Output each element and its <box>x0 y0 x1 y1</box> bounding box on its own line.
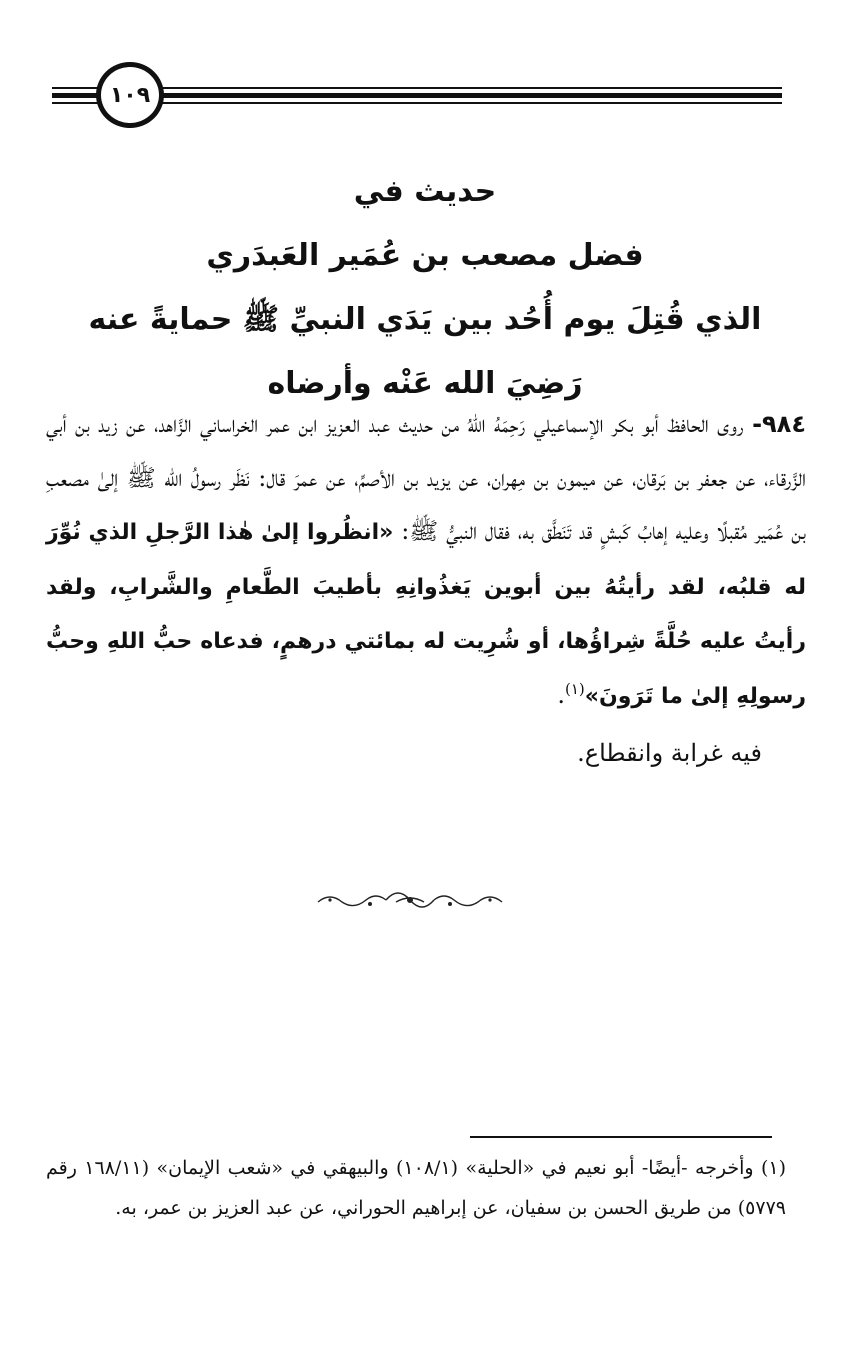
title-line-3: الذي قُتِلَ يوم أُحُد بين يَدَي النبيِّ ﷺ حمايةً عنه <box>88 302 762 337</box>
hadith-body <box>46 398 806 781</box>
footnote-separator <box>470 1136 772 1138</box>
footnote <box>46 1148 786 1228</box>
title-line-1: حديث في <box>353 174 497 209</box>
hadith-comment: فيه غرابة وانقطاع. <box>577 739 762 767</box>
footnote-text: (١) وأخرجه -أيضًا- أبو نعيم في «الحلية» (١٠٨/١) والبيهقي في «شعب الإيمان» (١٦٨/١١ رقم ٥٧٧٩) من طريق الحسن بن سفيان، عن إبراهيم الحوراني، عن عبد العزيز بن عمر، به. <box>46 1157 786 1219</box>
hadith-number: ٩٨٤- <box>752 410 806 438</box>
title-line-4: رَضِيَ الله عَنْه وأرضاه <box>267 366 583 401</box>
page-header <box>52 60 782 132</box>
title-line-2: فضل مصعب بن عُمَير العَبدَري <box>206 238 644 273</box>
hadith-paragraph: ٩٨٤- روى الحافظ أبو بكر الإسماعيلي رَحِمَهُ اللهُ من حديث عبد العزيز ابن عمر الخراساني الزَّاهد، عن زيد بن أبي الزَّرقاء، عن جعفر بن بَرقان، عن ميمون بن مِهران، عن يزيد بن الأصمِّ، عن عمرَ قال: نَظَر رسولُ الله ﷺ إلىٰ مصعبِ بن عُمَير مُقبلًا وعليه إهابُ كَبشٍ قد تَنَطَّق به، فقال النبيُّ ﷺ: «انظُروا إلىٰ هٰذا الرَّجلِ الذي نُوِّرَ له قلبُه، لقد رأيتُهُ بين أبوين يَغذُوانِهِ بأطيبَ الطَّعامِ والشَّرابِ، ولقد رأيتُ عليه حُلَّةً شِراؤُها، أو شُرِيت له بمائتي درهمٍ، فدعاه حبُّ اللهِ وحبُّ رسولِهِ إلىٰ ما تَرَونَ»$^{(١)}$. <box>46 410 806 709</box>
ornament-divider <box>310 880 510 920</box>
page-number: ١٠٩ <box>96 62 164 128</box>
chapter-title <box>40 160 810 416</box>
footnote-ref: (١) <box>564 679 585 698</box>
hadith-quote: «انظُروا إلىٰ هٰذا الرَّجلِ الذي نُوِّرَ له قلبُه، لقد رأيتُهُ بين أبوين يَغذُوانِهِ بأطيبَ الطَّعامِ والشَّرابِ، ولقد رأيتُ عليه حُلَّةً شِراؤُها، أو شُرِيت له بمائتي درهمٍ، فدعاه حبُّ اللهِ وحبُّ رسولِهِ إلىٰ ما تَرَونَ» <box>46 520 806 709</box>
hadith-intro: روى الحافظ أبو بكر الإسماعيلي رَحِمَهُ اللهُ من حديث عبد العزيز ابن عمر الخراساني الزَّاهد، عن زيد بن أبي الزَّرقاء، عن جعفر بن بَرقان، عن ميمون بن مِهران، عن يزيد بن الأصمِّ، عن عمرَ قال: نَظَر رسولُ الله ﷺ إلىٰ مصعبِ بن عُمَير مُقبلًا وعليه إهابُ كَبشٍ قد تَنَطَّق به، فقال النبيُّ ﷺ: <box>46 410 806 545</box>
